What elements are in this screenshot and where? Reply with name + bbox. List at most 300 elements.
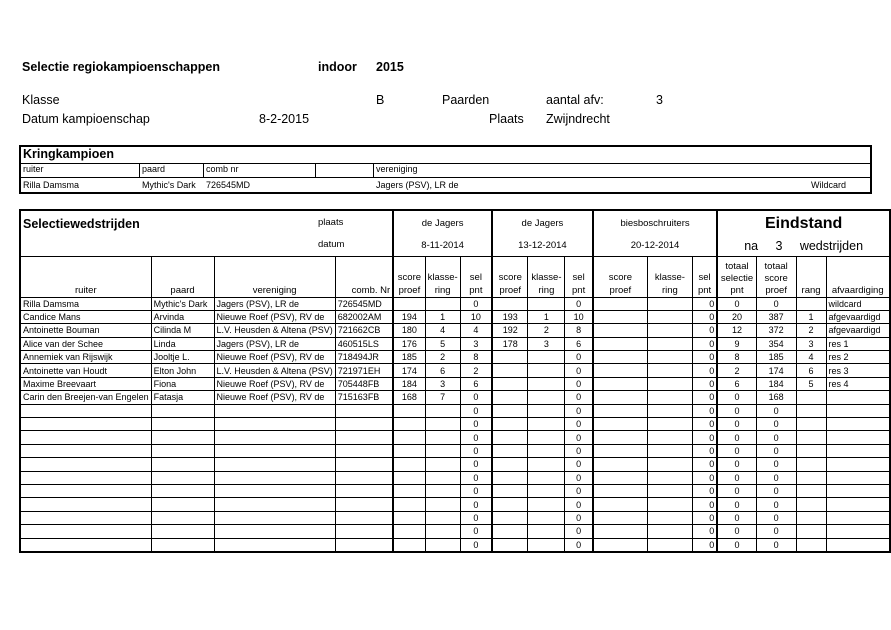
cell-paard [151,404,214,417]
cell-s1: 194 [393,310,425,323]
cell-p1: 0 [460,525,492,538]
cell-k2: 1 [528,310,565,323]
cell-rang: 1 [796,310,826,323]
cell-s2 [492,444,528,457]
cell-tsc: 0 [756,444,796,457]
cell-k2 [528,364,565,377]
cell-afv [826,525,890,538]
table-row [20,538,890,552]
cell-rang [796,525,826,538]
cell-vereniging [214,511,335,524]
cell-ruiter [20,458,151,471]
cell-s1 [393,444,425,457]
cell-ruiter: Annemiek van Rijswijk [20,351,151,364]
cell-s1 [393,431,425,444]
cell-comb [335,404,393,417]
cell-s1: 180 [393,324,425,337]
cell-comb [335,458,393,471]
cell-ts: 20 [717,310,756,323]
col-score-2: score proef [492,256,528,297]
cell-p3: 0 [692,377,717,390]
cell-p3: 0 [692,418,717,431]
cell-s2 [492,391,528,404]
cell-p2: 0 [565,351,593,364]
cell-paard [151,511,214,524]
klasse-value: B [376,93,385,107]
cell-p2: 6 [565,337,593,350]
cell-s2 [492,351,528,364]
cell-p2: 0 [565,391,593,404]
cell-p2: 0 [565,431,593,444]
kring-col-comb: comb nr [206,164,239,174]
kringkampioen-box [19,145,872,194]
cell-k2 [528,377,565,390]
cell-tsc: 0 [756,484,796,497]
cell-paard: Mythic's Dark [151,297,214,310]
cell-k1 [425,404,460,417]
cell-p1: 8 [460,351,492,364]
cell-s2 [492,511,528,524]
cell-vereniging: L.V. Heusden & Altena (PSV) [214,324,335,337]
cell-vereniging: L.V. Heusden & Altena (PSV) [214,364,335,377]
col-rang: rang [796,256,826,297]
cell-ruiter [20,418,151,431]
table-row [20,297,890,310]
cell-comb [335,484,393,497]
cell-k1 [425,511,460,524]
cell-rang [796,431,826,444]
cell-ruiter: Maxime Breevaart [20,377,151,390]
cell-rang [796,391,826,404]
col-totaal-score: totaal score proef [756,256,796,297]
cell-p3: 0 [692,484,717,497]
cell-s2 [492,418,528,431]
cell-p3: 0 [692,444,717,457]
cell-vereniging: Nieuwe Roef (PSV), RV de [214,391,335,404]
cell-k1 [425,418,460,431]
cell-paard: Linda [151,337,214,350]
cell-ts: 9 [717,337,756,350]
cell-k3 [647,538,692,552]
cell-s1: 184 [393,377,425,390]
cell-s3 [593,538,648,552]
page-title: Selectie regiokampioenschappen [22,60,220,74]
cell-tsc: 372 [756,324,796,337]
table-row [20,364,890,377]
cell-afv [826,498,890,511]
cell-k2 [528,391,565,404]
table-row [20,511,890,524]
cell-rang [796,404,826,417]
cell-tsc: 185 [756,351,796,364]
cell-tsc: 387 [756,310,796,323]
cell-p2: 0 [565,297,593,310]
col-sel-2: sel pnt [565,256,593,297]
cell-p3: 0 [692,471,717,484]
cell-s3 [593,418,648,431]
cell-afv [826,484,890,497]
cell-s3 [593,431,648,444]
cell-p1: 4 [460,324,492,337]
col-vereniging: vereniging [214,256,335,297]
kring-title: Kringkampioen [23,147,114,161]
cell-s1: 185 [393,351,425,364]
cell-s3 [593,471,648,484]
cell-p1: 0 [460,444,492,457]
cell-ts: 0 [717,297,756,310]
cell-s2 [492,377,528,390]
cell-ruiter [20,498,151,511]
cell-k2 [528,444,565,457]
cell-p2: 10 [565,310,593,323]
selection-table [19,209,891,553]
cell-p3: 0 [692,391,717,404]
cell-afv: wildcard [826,297,890,310]
cell-s2 [492,484,528,497]
cell-rang: 4 [796,351,826,364]
afv-value: 3 [656,93,663,107]
cell-p3: 0 [692,525,717,538]
cell-k1: 5 [425,337,460,350]
cell-s1: 174 [393,364,425,377]
plaats-row-label: plaats [318,217,344,228]
cell-p2: 0 [565,511,593,524]
cell-s1 [393,498,425,511]
cell-k3 [647,324,692,337]
cell-tsc: 0 [756,458,796,471]
plaats-label: Plaats [489,112,524,126]
cell-paard [151,538,214,552]
na-value: 3 [775,238,783,253]
table-row [20,351,890,364]
cell-s2: 193 [492,310,528,323]
cell-paard [151,458,214,471]
cell-ts: 0 [717,484,756,497]
cell-k2 [528,525,565,538]
cell-k1 [425,458,460,471]
cell-paard: Cilinda M [151,324,214,337]
col-ruiter: ruiter [20,256,151,297]
cell-paard [151,444,214,457]
cell-s1: 168 [393,391,425,404]
cell-rang [796,498,826,511]
cell-s1 [393,511,425,524]
col-afvaardiging: afvaardiging [826,256,890,297]
cell-p2: 0 [565,377,593,390]
cell-paard [151,525,214,538]
cell-p3: 0 [692,404,717,417]
table-row [20,310,890,323]
cell-comb [335,471,393,484]
cell-paard: Fatasja [151,391,214,404]
cell-k3 [647,297,692,310]
cell-afv: res 2 [826,351,890,364]
cell-ts: 12 [717,324,756,337]
cell-s2: 178 [492,337,528,350]
cell-p2: 0 [565,484,593,497]
cell-afv [826,458,890,471]
cell-comb [335,538,393,552]
cell-k1 [425,444,460,457]
cell-ruiter: Antoinette van Houdt [20,364,151,377]
cell-p1: 0 [460,511,492,524]
cell-tsc: 0 [756,431,796,444]
cell-afv [826,444,890,457]
cell-afv [826,431,890,444]
cell-tsc: 174 [756,364,796,377]
col-klasse-3: klasse- ring [647,256,692,297]
cell-comb: 705448FB [335,377,393,390]
comp2-plaats: de Jagers [492,210,593,236]
cell-k3 [647,377,692,390]
table-row [20,337,890,350]
cell-k3 [647,391,692,404]
wedstrijden-label: wedstrijden [799,238,864,253]
col-klasse-2: klasse- ring [528,256,565,297]
kring-vereniging: Jagers (PSV), LR de [376,180,459,190]
col-sel-3: sel pnt [692,256,717,297]
kring-col-vereniging: vereniging [376,164,418,174]
cell-k2: 2 [528,324,565,337]
cell-ruiter: Antoinette Bouman [20,324,151,337]
cell-comb: 460515LS [335,337,393,350]
cell-vereniging [214,418,335,431]
klasse-label: Klasse [22,93,60,107]
cell-afv [826,471,890,484]
cell-s1 [393,538,425,552]
cell-k2 [528,511,565,524]
cell-ts: 2 [717,364,756,377]
table-row [20,484,890,497]
cell-k3 [647,458,692,471]
cell-rang: 6 [796,364,826,377]
cell-s2 [492,431,528,444]
cell-s2 [492,458,528,471]
comp1-datum: 8-11-2014 [393,236,492,256]
cell-k1: 2 [425,351,460,364]
cell-tsc: 168 [756,391,796,404]
cell-vereniging [214,444,335,457]
cell-p3: 0 [692,538,717,552]
cell-afv [826,511,890,524]
cell-paard [151,471,214,484]
cell-s2: 192 [492,324,528,337]
cell-vereniging: Jagers (PSV), LR de [214,337,335,350]
cell-p3: 0 [692,310,717,323]
paarden-label: Paarden [442,93,490,107]
cell-k3 [647,511,692,524]
cell-p2: 0 [565,498,593,511]
cell-ts: 0 [717,511,756,524]
cell-k1: 3 [425,377,460,390]
cell-ts: 0 [717,431,756,444]
cell-ts: 0 [717,418,756,431]
cell-k2 [528,484,565,497]
kring-ruiter: Rilla Damsma [23,180,80,190]
cell-afv [826,538,890,552]
kring-col-paard: paard [142,164,166,174]
cell-paard: Jooltje L. [151,351,214,364]
cell-s3 [593,324,648,337]
table-row [20,444,890,457]
cell-p3: 0 [692,364,717,377]
comp3-plaats: biesboschruiters [593,210,717,236]
cell-s1: 176 [393,337,425,350]
cell-k1: 6 [425,364,460,377]
cell-s1 [393,484,425,497]
cell-ts: 0 [717,391,756,404]
cell-comb: 721662CB [335,324,393,337]
kring-col-ruiter: ruiter [23,164,44,174]
cell-p3: 0 [692,511,717,524]
table-row [20,458,890,471]
kring-comb: 726545MD [206,180,251,190]
cell-p3: 0 [692,337,717,350]
cell-k3 [647,404,692,417]
cell-k3 [647,431,692,444]
indoor-label: indoor [318,60,357,74]
cell-k2 [528,351,565,364]
cell-rang: 2 [796,324,826,337]
cell-p2: 8 [565,324,593,337]
cell-p1: 0 [460,538,492,552]
cell-p3: 0 [692,498,717,511]
cell-tsc: 354 [756,337,796,350]
cell-k3 [647,484,692,497]
cell-p1: 0 [460,418,492,431]
col-paard: paard [151,256,214,297]
cell-paard [151,484,214,497]
cell-p2: 0 [565,404,593,417]
cell-comb [335,498,393,511]
kring-paard: Mythic's Dark [142,180,196,190]
cell-ruiter [20,525,151,538]
cell-tsc: 0 [756,525,796,538]
cell-ruiter [20,484,151,497]
plaats-value: Zwijndrecht [546,112,610,126]
cell-s3 [593,351,648,364]
cell-k2 [528,498,565,511]
cell-s3 [593,364,648,377]
cell-s1 [393,404,425,417]
cell-k1 [425,525,460,538]
cell-ts: 0 [717,471,756,484]
cell-ts: 6 [717,377,756,390]
col-score-1: score proef [393,256,425,297]
cell-s3 [593,498,648,511]
cell-s2 [492,404,528,417]
cell-k2 [528,404,565,417]
cell-vereniging [214,431,335,444]
cell-ts: 0 [717,404,756,417]
cell-rang: 5 [796,377,826,390]
cell-tsc: 0 [756,404,796,417]
year-value: 2015 [376,60,404,74]
col-comb: comb. Nr [335,256,393,297]
cell-k1 [425,484,460,497]
cell-ruiter [20,444,151,457]
cell-afv: afgevaardigd [826,324,890,337]
cell-paard: Elton John [151,364,214,377]
cell-afv: res 4 [826,377,890,390]
cell-p2: 0 [565,418,593,431]
cell-k2 [528,538,565,552]
datum-label: Datum kampioenschap [22,112,150,126]
cell-comb [335,444,393,457]
cell-k3 [647,498,692,511]
datum-row-label: datum [318,239,345,250]
cell-comb: 682002AM [335,310,393,323]
cell-tsc: 0 [756,538,796,552]
cell-p1: 10 [460,310,492,323]
comp2-datum: 13-12-2014 [492,236,593,256]
cell-ruiter [20,404,151,417]
cell-ts: 0 [717,458,756,471]
cell-rang [796,511,826,524]
cell-s2 [492,471,528,484]
cell-k3 [647,364,692,377]
cell-rang [796,297,826,310]
cell-p1: 3 [460,337,492,350]
cell-paard [151,498,214,511]
cell-afv [826,418,890,431]
cell-k1 [425,538,460,552]
cell-rang [796,444,826,457]
cell-p1: 2 [460,364,492,377]
cell-paard [151,418,214,431]
cell-comb [335,418,393,431]
cell-ruiter: Rilla Damsma [20,297,151,310]
table-row [20,324,890,337]
cell-vereniging: Nieuwe Roef (PSV), RV de [214,310,335,323]
cell-s3 [593,484,648,497]
cell-k2 [528,458,565,471]
table-row [20,377,890,390]
cell-s3 [593,297,648,310]
cell-paard [151,431,214,444]
cell-p2: 0 [565,471,593,484]
cell-k1 [425,498,460,511]
cell-ts: 0 [717,444,756,457]
cell-k3 [647,310,692,323]
cell-ts: 0 [717,498,756,511]
cell-ruiter: Candice Mans [20,310,151,323]
table-row [20,471,890,484]
cell-afv [826,404,890,417]
cell-p2: 0 [565,458,593,471]
cell-ts: 0 [717,525,756,538]
cell-rang [796,484,826,497]
table-row [20,525,890,538]
cell-k1 [425,431,460,444]
cell-rang: 3 [796,337,826,350]
cell-p1: 0 [460,404,492,417]
cell-p3: 0 [692,351,717,364]
cell-vereniging: Nieuwe Roef (PSV), RV de [214,377,335,390]
cell-ruiter [20,471,151,484]
cell-tsc: 0 [756,471,796,484]
cell-k1: 4 [425,324,460,337]
cell-rang [796,418,826,431]
cell-s2 [492,538,528,552]
cell-comb: 721971EH [335,364,393,377]
col-sel-1: sel pnt [460,256,492,297]
cell-ruiter: Alice van der Schee [20,337,151,350]
comp1-plaats: de Jagers [393,210,492,236]
cell-k3 [647,418,692,431]
cell-comb: 726545MD [335,297,393,310]
cell-afv: afgevaardigd [826,310,890,323]
